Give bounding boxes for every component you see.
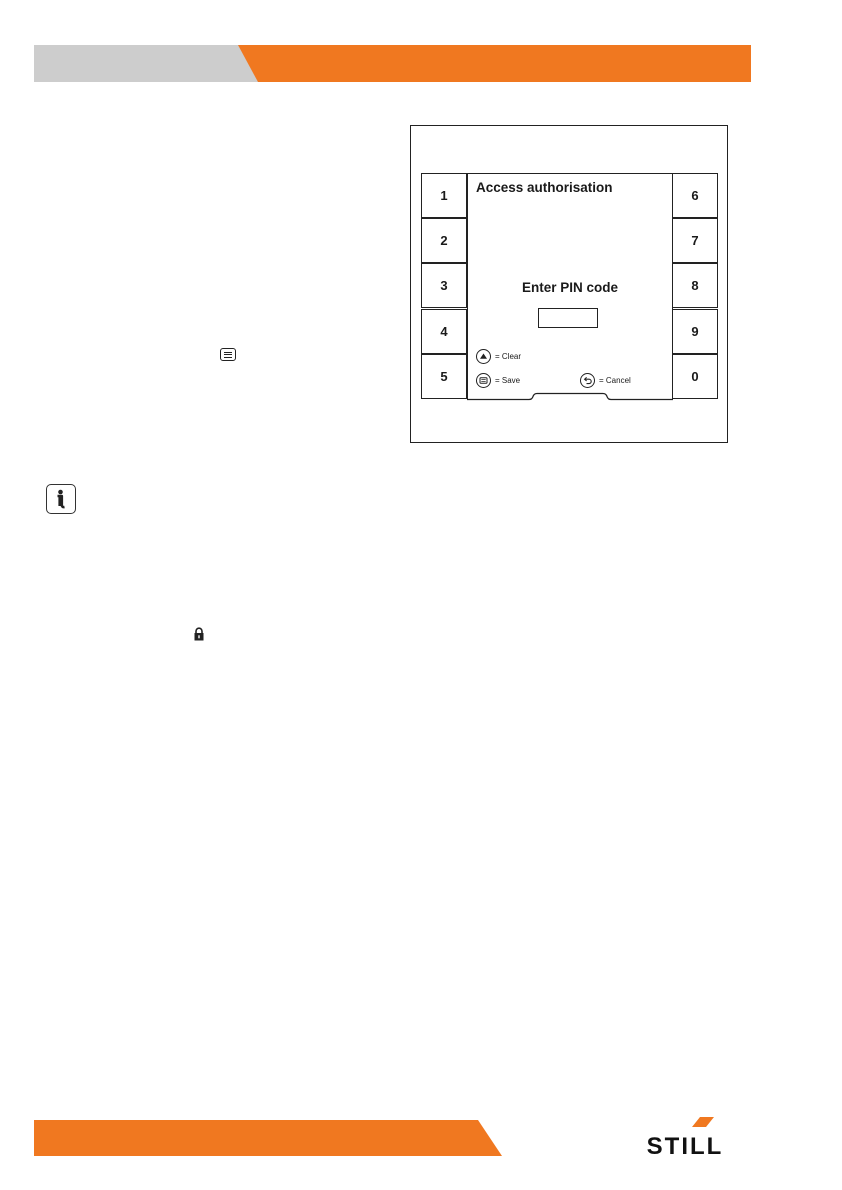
key-7[interactable]: 7 (672, 218, 718, 263)
still-logo-text: STILL (646, 1133, 724, 1157)
cancel-hint-label: = Cancel (599, 376, 631, 385)
info-icon (46, 484, 76, 514)
key-6[interactable]: 6 (672, 173, 718, 218)
footer-orange-band (34, 1120, 502, 1156)
key-1[interactable]: 1 (421, 173, 467, 218)
clear-hint-label: = Clear (495, 352, 522, 361)
display-bezel-outline (411, 126, 729, 444)
header-gray-band (34, 45, 274, 82)
key-0[interactable]: 0 (672, 354, 718, 399)
key-2[interactable]: 2 (421, 218, 467, 263)
key-9[interactable]: 9 (672, 309, 718, 354)
padlock-icon (193, 627, 205, 641)
menu-button-icon (220, 348, 236, 361)
key-8[interactable]: 8 (672, 263, 718, 308)
screen-prompt: Enter PIN code (521, 280, 619, 295)
key-3[interactable]: 3 (421, 263, 467, 308)
screen-title: Access authorisation (476, 180, 613, 195)
key-5[interactable]: 5 (421, 354, 467, 399)
pin-entry-figure (410, 125, 728, 443)
still-logo (618, 1117, 752, 1157)
header-orange-band (238, 45, 751, 82)
save-hint-label: = Save (495, 376, 521, 385)
key-4[interactable]: 4 (421, 309, 467, 354)
